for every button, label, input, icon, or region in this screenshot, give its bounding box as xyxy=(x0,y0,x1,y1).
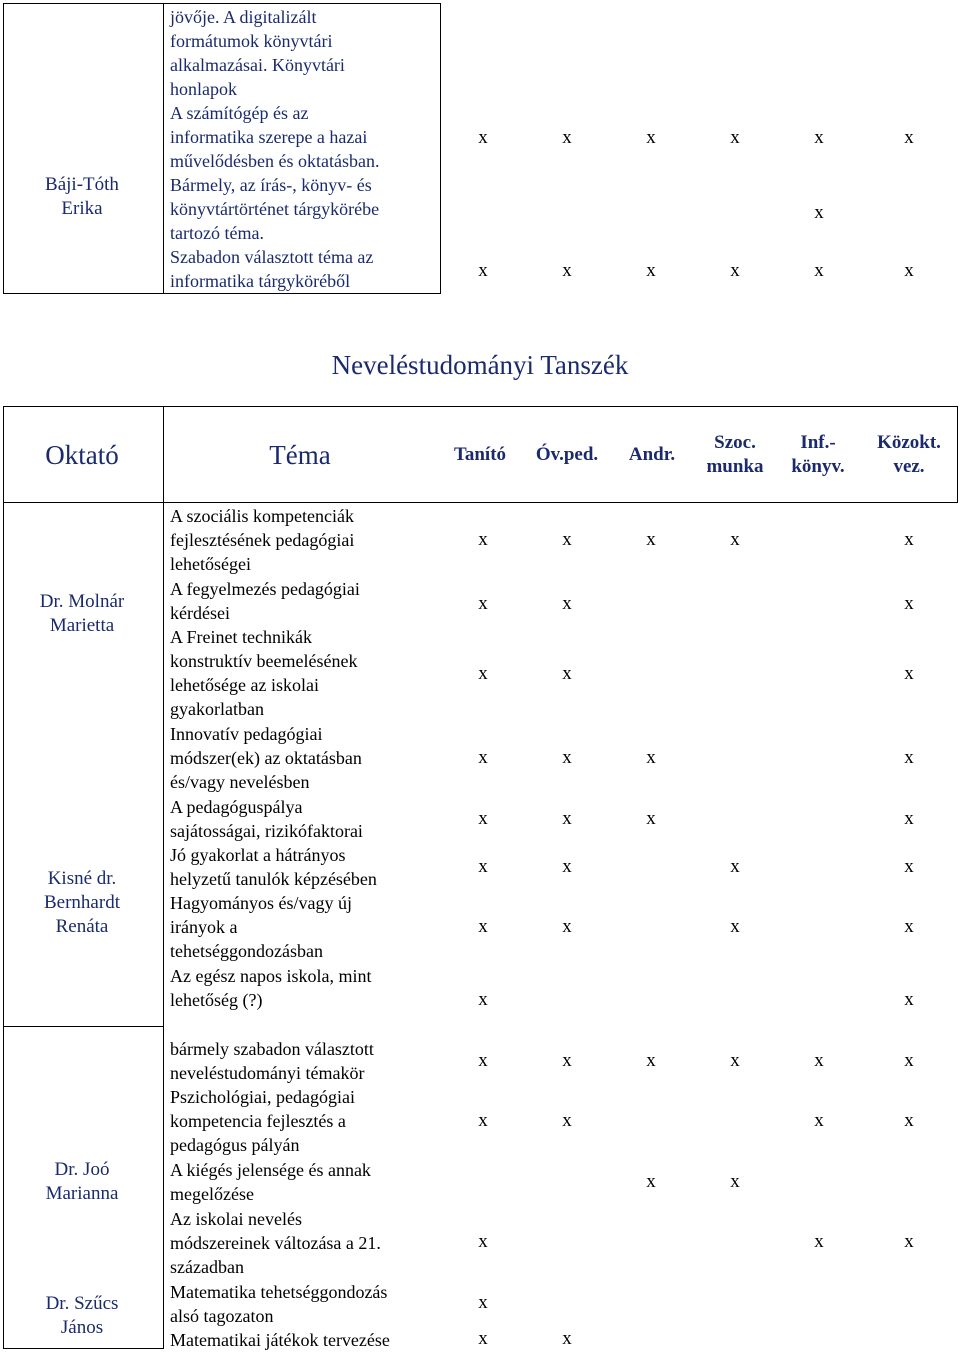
topic-item: Jó gyakorlat a hátrányos helyzetű tanulók képzésében xyxy=(170,845,377,889)
mark: x xyxy=(562,1328,572,1349)
topic-item: A pedagóguspálya sajátosságai, rizikófaktorai xyxy=(170,797,363,841)
topic-item: Matematika tehetséggondozás alsó tagozaton xyxy=(170,1282,388,1326)
mark: x xyxy=(478,593,488,614)
mark: x xyxy=(478,989,488,1010)
mark: x xyxy=(562,529,572,550)
mark: x xyxy=(478,260,488,281)
mark: x xyxy=(814,1050,824,1071)
mark: x xyxy=(562,747,572,768)
mark: x xyxy=(730,856,740,877)
header-ovped: Óv.ped. xyxy=(535,444,599,465)
mark: x xyxy=(730,1171,740,1192)
topic-line: tartozó téma. xyxy=(170,223,264,243)
topic-text-block xyxy=(170,5,450,293)
topic-line: informatika tárgyköréből xyxy=(170,271,351,291)
topic-line: könyvtártörténet tárgykörébe xyxy=(170,199,380,219)
topic-item: Az egész napos iskola, mint lehetőség (?) xyxy=(170,966,372,1010)
instructor-name-joo: Dr. Joó Marianna xyxy=(45,1159,119,1204)
mark: x xyxy=(904,1110,914,1131)
topic-line: A számítógép és az xyxy=(170,103,309,123)
mark: x xyxy=(478,127,488,148)
header-szoc-munka: Szoc. munka xyxy=(706,432,764,477)
topic-line: formátumok könyvtári xyxy=(170,31,333,51)
mark: x xyxy=(562,1050,572,1071)
mark: x xyxy=(814,1231,824,1252)
mark: x xyxy=(730,127,740,148)
header-tema: Téma xyxy=(269,440,331,470)
instructor-name-molnar: Dr. Molnár Marietta xyxy=(39,591,125,636)
topic-item: Hagyományos és/vagy új irányok a tehetséggondozásban xyxy=(170,893,352,961)
topic-item: A kiégés jelensége és annak megelőzése xyxy=(170,1160,371,1204)
mark: x xyxy=(562,1110,572,1131)
instructor-name-kisne: Kisné dr. Bernhardt Renáta xyxy=(44,868,120,937)
topic-item: A Freinet technikák konstruktív beemelésének lehetősége az iskolai gyakorlatban xyxy=(170,627,358,719)
mark: x xyxy=(562,663,572,684)
department-title: Neveléstudományi Tanszék xyxy=(331,350,629,380)
topic-item: A szociális kompetenciák fejlesztésének pedagógiai lehetőségei xyxy=(170,506,355,574)
mark: x xyxy=(478,1110,488,1131)
mark: x xyxy=(904,260,914,281)
mark: x xyxy=(814,1110,824,1131)
mark: x xyxy=(478,1050,488,1071)
mark: x xyxy=(478,1292,488,1313)
mark: x xyxy=(562,127,572,148)
topic-line: informatika szerepe a hazai xyxy=(170,127,368,147)
mark: x xyxy=(478,1231,488,1252)
mark: x xyxy=(646,127,656,148)
mark: x xyxy=(646,260,656,281)
mark: x xyxy=(904,808,914,829)
mark: x xyxy=(904,916,914,937)
topic-line: honlapok xyxy=(170,79,237,99)
mark: x xyxy=(478,747,488,768)
header-andr: Andr. xyxy=(628,444,676,465)
mark: x xyxy=(730,529,740,550)
mark: x xyxy=(814,260,824,281)
mark: x xyxy=(904,1231,914,1252)
mark: x xyxy=(562,808,572,829)
mark: x xyxy=(730,1050,740,1071)
mark: x xyxy=(904,856,914,877)
mark: x xyxy=(562,916,572,937)
mark: x xyxy=(646,1050,656,1071)
topic-item: Matematikai játékok tervezése xyxy=(170,1330,390,1350)
mark: x xyxy=(904,127,914,148)
topic-item: Az iskolai nevelés módszereinek változása a 21. században xyxy=(170,1209,381,1277)
instructor-name-baji-toth: Báji-Tóth Erika xyxy=(45,174,119,219)
mark: x xyxy=(478,663,488,684)
topic-item: bármely szabadon választott neveléstudományi témakör xyxy=(170,1039,374,1083)
mark: x xyxy=(646,747,656,768)
header-tanito: Tanító xyxy=(453,444,507,465)
mark: x xyxy=(478,1328,488,1349)
mark: x xyxy=(562,856,572,877)
topic-line: Bármely, az írás-, könyv- és xyxy=(170,175,372,195)
mark: x xyxy=(562,260,572,281)
mark: x xyxy=(904,747,914,768)
topic-item: Innovatív pedagógiai módszer(ek) az oktatásban és/vagy nevelésben xyxy=(170,724,362,792)
mark: x xyxy=(904,529,914,550)
instructor-name-szucs: Dr. Szűcs János xyxy=(45,1293,119,1338)
mark: x xyxy=(478,856,488,877)
topic-item: A fegyelmezés pedagógiai kérdései xyxy=(170,579,360,623)
header-inf-konyv: Inf.- könyv. xyxy=(791,432,845,477)
mark: x xyxy=(562,593,572,614)
topic-line: jövője. A digitalizált xyxy=(170,7,317,27)
mark: x xyxy=(478,808,488,829)
mark: x xyxy=(730,260,740,281)
topic-line: művelődésben és oktatásban. xyxy=(170,151,380,171)
mark: x xyxy=(478,916,488,937)
topic-item: Pszichológiai, pedagógiai kompetencia fejlesztés a pedagógus pályán xyxy=(170,1087,355,1155)
mark: x xyxy=(730,916,740,937)
mark: x xyxy=(904,663,914,684)
mark: x xyxy=(478,529,488,550)
mark: x xyxy=(646,529,656,550)
mark: x xyxy=(904,1050,914,1071)
topic-line: alkalmazásai. Könyvtári xyxy=(170,55,345,75)
header-kozokt-vez: Közokt. vez. xyxy=(877,432,941,477)
header-oktato: Oktató xyxy=(45,440,119,470)
mark: x xyxy=(646,1171,656,1192)
mark: x xyxy=(904,593,914,614)
topic-line: Szabadon választott téma az xyxy=(170,247,374,267)
mark: x xyxy=(814,127,824,148)
mark: x xyxy=(646,808,656,829)
mark: x xyxy=(814,202,824,223)
mark: x xyxy=(904,989,914,1010)
